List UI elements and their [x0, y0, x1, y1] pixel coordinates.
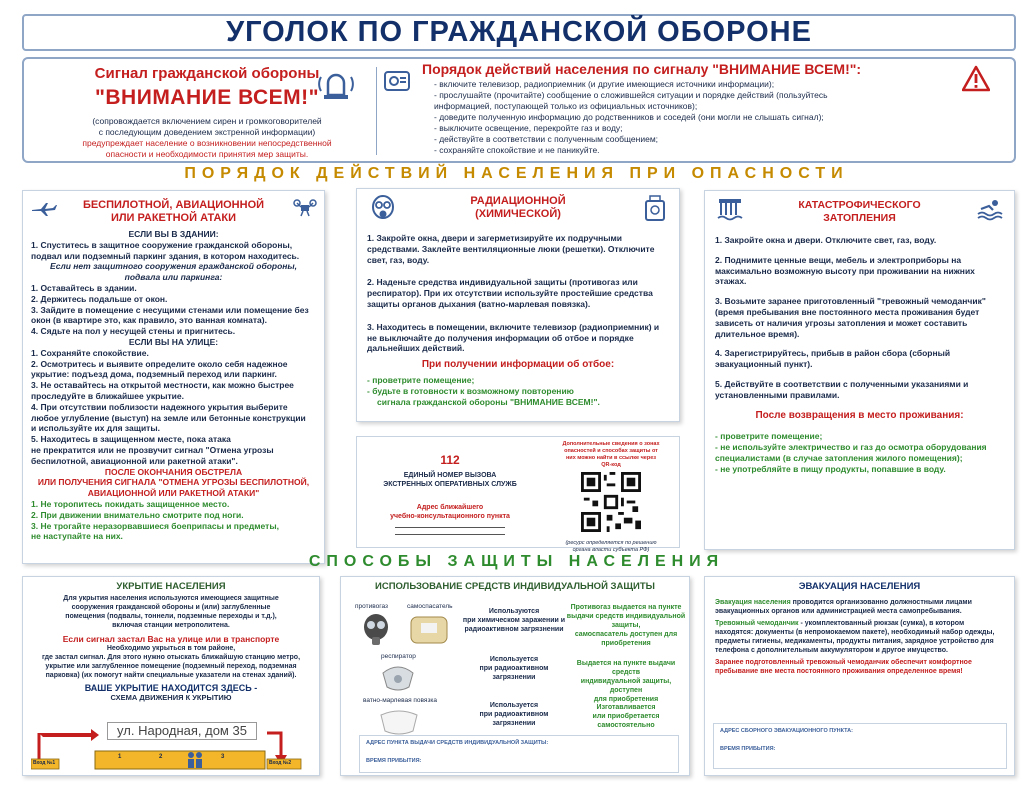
air-step: окон (в квартире это, как правило, это ванная комната).	[31, 315, 267, 326]
bandage-image	[377, 707, 421, 737]
flood-step: 5. Действуйте в соответствии с полученными указаниями и установленными правилами.	[715, 378, 969, 400]
shelter-street-title: Если сигнал застал Вас на улице или в транспорте	[62, 634, 280, 644]
air-step: и используйте их для защиты.	[31, 423, 160, 434]
ppe-get-2	[565, 659, 687, 704]
qr-caption-line: QR-код	[601, 462, 621, 468]
air-step: 1. Сохраняйте спокойствие.	[31, 347, 149, 358]
air-after: ПОСЛЕ ОКОНЧАНИЯ ОБСТРЕЛА	[104, 466, 243, 477]
dosimeter-icon	[643, 195, 667, 221]
qr-block	[547, 441, 675, 554]
ppe-get-line: или приобретается самостоятельно	[592, 713, 660, 729]
route-arrow-left	[39, 729, 99, 741]
flood-step: 1. Закройте окна и двери. Отключите свет, газ, воду.	[715, 235, 937, 245]
evac-time-label: ВРЕМЯ ПРИБЫТИЯ:	[720, 746, 776, 752]
ppe-get-line: выдачи средств индивидуальной	[566, 613, 686, 620]
swimmer-icon	[977, 197, 1003, 221]
evac-text: - укомплектованный рюкзак (сумка), в котором находятся: документы (в непромокаемом пакете), необходимый набор одежды, предметы гигиены, медикаменты, продукты питания, зарядное устройство для телефона с дополнительным аккумулятором и другое имущество.	[715, 620, 995, 654]
signal-warning	[32, 138, 382, 160]
rescuer-label: самоспасатель	[407, 603, 453, 610]
radiation-retreat-step: - будьте в готовности к возможному повторению	[367, 385, 574, 396]
flood-return-step: - не используйте электричество и газ до осмотра оборудования специалистами (в случае затопления жилого помещения);	[715, 442, 987, 463]
signal-note-line: (сопровождается включением сирен и громкоговорителей	[92, 116, 322, 126]
ppe-use-3	[459, 701, 569, 728]
qr-caption-line: Дополнительные сведения о зонах	[562, 441, 660, 447]
shelter-title: УКРЫТИЕ НАСЕЛЕНИЯ	[116, 581, 226, 592]
address-line	[395, 534, 505, 535]
shelter-card	[22, 576, 320, 776]
title-bar	[22, 14, 1016, 51]
ppe-use-line: при радиоактивном	[479, 711, 549, 718]
shelter-text: сооружения гражданской обороны и (или) заглубленные	[71, 604, 271, 611]
gas-mask-icon	[369, 195, 397, 221]
radio-info-icon	[384, 69, 410, 93]
air-after-step: 3. Не трогайте неразорвавшиеся боеприпасы и предметы,	[31, 520, 279, 531]
drone-icon	[293, 199, 317, 219]
ppe-get-line: Изготавливается	[596, 704, 656, 711]
air-step: 4. Сядьте на пол у несущей стены и пригнитесь.	[31, 326, 236, 337]
air-heading-building: ЕСЛИ ВЫ В ЗДАНИИ:	[128, 229, 219, 239]
radiation-step: 2. Наденьте средства индивидуальной защиты (противогаз или респиратор). При их отсутствии используйте простейшие средства защиты органов дыхания (ватно-марлевая повязка).	[367, 277, 653, 309]
air-after: АВИАЦИОННОЙ ИЛИ РАКЕТНОЙ АТАКИ"	[87, 488, 260, 499]
air-step: проследуйте в ближайшее укрытие.	[31, 390, 184, 401]
air-step: 1. Оставайтесь в здании.	[31, 282, 137, 293]
order-item: - выключите освещение, перекройте газ и воду;	[434, 123, 623, 133]
flood-title-line: КАТАСТРОФИЧЕСКОГО	[798, 199, 921, 211]
ppe-use-1	[459, 607, 569, 634]
air-heading-street: ЕСЛИ ВЫ НА УЛИЦЕ:	[128, 336, 219, 347]
ppe-get-line: защиты,	[611, 622, 641, 629]
protection-header: СПОСОБЫ ЗАЩИТЫ НАСЕЛЕНИЯ	[308, 553, 725, 570]
entry-1-label: Вход №1	[33, 760, 56, 766]
shelter-text: помещения (подвалы, тоннели, подземные переходы и т.д.),	[65, 613, 277, 620]
signal-note	[32, 116, 382, 138]
ppe-get-3	[565, 703, 687, 730]
shelter-street-text: укрытие или заглубленное помещение (подземный переход, подземная	[45, 663, 297, 670]
evacuation-card	[704, 576, 1015, 776]
air-step: беспилотной, авиационной или ракетной атаки".	[31, 455, 238, 466]
flood-return-step: - проветрите помещение;	[715, 431, 823, 442]
ppe-use-2	[459, 655, 569, 682]
scheme-title: СХЕМА ДВИЖЕНИЯ К УКРЫТИЮ	[110, 693, 232, 702]
emergency-number-box	[356, 436, 680, 553]
air-step: укрытие: подъезд дома, подземный переход или паркинг.	[31, 369, 277, 380]
air-step: 5. Находитесь в защищенном месте, пока атака	[31, 434, 231, 445]
ppe-time-label: ВРЕМЯ ПРИБЫТИЯ:	[366, 758, 422, 764]
order-title: Порядок действий населения по сигналу "ВНИМАНИЕ ВСЕМ!":	[422, 61, 862, 77]
bandage-label: ватно-марлевая повязка	[363, 697, 438, 704]
radiation-retreat-step: сигнала гражданской обороны "ВНИМАНИЕ ВСЕМ!".	[377, 396, 600, 407]
evac-note: Заранее подготовленный тревожный чемоданчик обеспечит комфортное пребывание вне места постоянного проживания определенное время!	[715, 659, 972, 675]
evac-address-box	[713, 723, 1007, 769]
siren-icon	[316, 67, 356, 103]
respirator-label: респиратор	[381, 653, 416, 660]
page-title: УГОЛОК ПО ГРАЖДАНСКОЙ ОБОРОНЕ	[226, 16, 812, 48]
air-step: 2. Осмотритесь и выявите определите около себя надежное	[31, 358, 288, 369]
consult-address-line: учебно-консультационного пункта	[390, 513, 510, 520]
warning-icon	[962, 65, 990, 93]
flood-title	[715, 199, 1004, 225]
evac-address-label: АДРЕС СБОРНОГО ЭВАКУАЦИОННОГО ПУНКТА:	[720, 728, 853, 734]
ppe-use-line: Используется	[489, 702, 539, 709]
gasmask-label: противогаз	[355, 603, 388, 610]
flood-step: 2. Поднимите ценные вещи, мебель и электроприборы на максимально возможную высоту при проживании на нижних этажах.	[715, 254, 975, 287]
shelter-street-text: где застал сигнал. Для этого нужно отыскать ближайшую станцию метро,	[41, 654, 301, 661]
order-item: - доведите полученную информацию до родственников и соседей (они могли не слышать сигнал);	[434, 112, 824, 122]
flood-return-title: После возвращения в место проживания:	[755, 409, 964, 421]
radiation-retreat-step: - проветрите помещение;	[367, 374, 475, 385]
ppe-get-line: Противогаз выдается на пункте	[570, 604, 682, 611]
ppe-get-line: Выдается на пункте выдачи средств	[576, 660, 676, 676]
signal-note-line: с последующим доведением экстренной информации)	[98, 127, 316, 137]
flood-step: 3. Возьмите заранее приготовленный "тревожный чемоданчик" (время пребывания вне постоянного места проживания будет зависеть от наличия угрозы затопления и может составить длительное время).	[715, 296, 986, 339]
air-title-line: БЕСПИЛОТНОЙ, АВИАЦИОННОЙ	[82, 199, 265, 211]
signal-banner	[22, 57, 1016, 163]
air-step: 3. Зайдите в помещение с несущими стенами или помещение без	[31, 304, 309, 315]
ppe-get-line: индивидуальной защиты, доступен	[580, 678, 672, 694]
ppe-address-box	[359, 735, 679, 773]
air-attack-card	[22, 190, 325, 564]
danger-header: ПОРЯДОК ДЕЙСТВИЙ НАСЕЛЕНИЯ ПРИ ОПАСНОСТИ	[184, 165, 849, 182]
radiation-title-line: РАДИАЦИОННОЙ	[470, 195, 566, 207]
ppe-title: ИСПОЛЬЗОВАНИЕ СРЕДСТВ ИНДИВИДУАЛЬНОЙ ЗАЩИТЫ	[375, 581, 655, 592]
signal-warning-line: предупреждает население о возникновении непосредственной	[82, 138, 332, 148]
emergency-info	[365, 453, 535, 535]
shelter-street-text: Необходимо укрыться в том районе,	[106, 645, 236, 652]
evac-body	[715, 598, 1004, 676]
ppe-get-line: самоспасатель доступен для	[574, 631, 678, 638]
qr-caption-line: опасностей и способах защиты от	[564, 448, 658, 454]
shelter-here-title: ВАШЕ УКРЫТИЕ НАХОДИТСЯ ЗДЕСЬ -	[84, 683, 258, 693]
radiation-step: 3. Находитесь в помещении, включите телевизор (радиоприемник) и не выключайте до получения информации об отбое и порядке дальнейших действий.	[367, 321, 660, 354]
flood-return-step: - не употребляйте в пищу продукты, попавшие в воду.	[715, 463, 946, 474]
qr-note-line: (ресурс определяется по решению	[565, 540, 657, 546]
emergency-label-line: ЕДИНЫЙ НОМЕР ВЫЗОВА	[403, 472, 497, 479]
rescuer-image	[407, 611, 451, 647]
door-2-label: 2	[159, 754, 163, 760]
ppe-use-line: при радиоактивном	[479, 665, 549, 672]
ppe-card	[340, 576, 690, 776]
order-box	[422, 61, 942, 156]
air-step: 2. Держитесь подальше от окон.	[31, 293, 168, 304]
order-item: - сохраняйте спокойствие и не паникуйте.	[434, 145, 600, 155]
plane-icon	[31, 201, 57, 217]
qr-note	[547, 540, 675, 554]
air-body	[31, 229, 316, 542]
respirator-image	[379, 663, 417, 691]
ppe-use-line: при химическом заражении и	[462, 617, 566, 624]
ppe-use-line: загрязнении	[492, 674, 536, 681]
radiation-card	[356, 188, 680, 422]
evac-title: ЭВАКУАЦИЯ НАСЕЛЕНИЯ	[798, 581, 921, 592]
order-list	[422, 79, 942, 156]
consult-address	[365, 503, 535, 521]
ppe-use-line: Используются	[488, 608, 540, 615]
air-step: подвал или подземный паркинг здания, в котором находитесь.	[31, 250, 300, 261]
air-title	[31, 199, 316, 225]
air-no-shelter: Если нет защитного сооружения гражданской обороны,	[49, 261, 298, 272]
emergency-number: 112	[440, 453, 460, 467]
order-item: информацией, поступающей только из официальных источников);	[434, 101, 698, 111]
entry-2-label: Вход №2	[269, 760, 292, 766]
air-step: любое углубление (выступ) на земле или бетонные конструкции	[31, 412, 306, 423]
consult-address-line: Адрес ближайшего	[416, 504, 484, 511]
air-step: не прекратится или не прозвучит сигнал "Отмена угрозы	[31, 444, 274, 455]
air-step: 1. Спуститесь в защитное сооружение гражданской обороны,	[31, 239, 293, 250]
air-after-step: 1. Не торопитесь покидать защищенное место.	[31, 498, 230, 509]
ppe-get-line: приобретения	[601, 640, 651, 647]
shelter-text: включая станции метрополитена.	[112, 622, 230, 629]
dam-icon	[717, 197, 743, 221]
flood-body	[715, 235, 1004, 475]
evac-text: проводится организованно должностными лицами эвакуационных органов или администрацией места самопребывания.	[715, 599, 972, 615]
flood-card	[704, 190, 1015, 550]
qr-code[interactable]	[581, 472, 641, 532]
air-after-step: 2. При движении внимательно смотрите под ноги.	[31, 509, 244, 520]
air-step: 3. Не оставайтесь на открытой местности, как можно быстрее	[31, 380, 294, 391]
radiation-title	[367, 195, 669, 221]
signal-warning-line: опасности и необходимости принятия мер защиты.	[105, 149, 309, 159]
air-after-step: не наступайте на них.	[31, 531, 123, 542]
evac-lead: Эвакуация населения	[715, 599, 791, 606]
ppe-use-line: Используется	[489, 656, 539, 663]
qr-caption-line: них можно найти в ссылке через	[565, 455, 656, 461]
signal-title: Сигнал гражданской обороны	[94, 65, 320, 82]
flood-title-line: ЗАТОПЛЕНИЯ	[823, 212, 896, 224]
order-item: - действуйте в соответствии с полученным сообщением;	[434, 134, 659, 144]
banner-divider	[376, 67, 377, 155]
radiation-step: 1. Закройте окна, двери и загерметизируйте их подручными средствами. Заклейте вентиляционные люки (решетки). Отключите свет, газ, воду.	[367, 233, 655, 265]
air-no-shelter: подвала или паркинга:	[124, 272, 223, 283]
shelter-street-text: парковка) (их помогут найти специальные указатели на стенах зданий).	[45, 672, 297, 679]
radiation-retreat-title: При получении информации об отбое:	[421, 359, 615, 371]
evac-lead: Тревожный чемоданчик	[715, 620, 799, 627]
ppe-get-1	[565, 603, 687, 648]
address-line	[395, 527, 505, 528]
ppe-use-line: радиоактивном загрязнении	[464, 626, 564, 633]
qr-caption	[547, 441, 675, 469]
door-1-label: 1	[118, 754, 122, 760]
gasmask-image	[359, 613, 393, 647]
emergency-label	[365, 471, 535, 489]
shelter-address: ул. Народная, дом 35	[107, 722, 257, 740]
shelter-text: Для укрытия населения используются имеющиеся защитные	[63, 595, 279, 602]
radiation-body	[367, 233, 669, 407]
door-3-label: 3	[221, 754, 225, 760]
radiation-title-line: (ХИМИЧЕСКОЙ)	[475, 208, 561, 220]
order-item: - включите телевизор, радиоприемник (и другие имеющиеся источники информации);	[434, 79, 775, 89]
ppe-address-label: АДРЕС ПУНКТА ВЫДАЧИ СРЕДСТВ ИНДИВИДУАЛЬНОЙ ЗАЩИТЫ:	[366, 740, 549, 746]
emergency-label-line: ЭКСТРЕННЫХ ОПЕРАТИВНЫХ СЛУЖБ	[383, 481, 517, 488]
air-after: ИЛИ ПОЛУЧЕНИЯ СИГНАЛА "ОТМЕНА УГРОЗЫ БЕСПИЛОТНОЙ,	[37, 477, 310, 488]
shelter-body	[31, 594, 311, 702]
air-title-line: ИЛИ РАКЕТНОЙ АТАКИ	[110, 212, 237, 224]
signal-main: "ВНИМАНИЕ ВСЕМ!"	[94, 86, 320, 109]
air-step: 4. При отсутствии поблизости надежного укрытия выберите	[31, 401, 288, 412]
ppe-get-line: для приобретения	[593, 696, 659, 703]
order-item: - прослушайте (прочитайте) сообщение о сложившейся ситуации и порядке действий (пользуйтесь	[434, 90, 828, 100]
qr-note-line: органа власти субъекта РФ)	[572, 547, 650, 553]
ppe-use-line: загрязнении	[492, 720, 536, 727]
flood-step: 4. Зарегистрируйтесь, прибыв в район сбора (сборный эвакуационный пункт).	[715, 348, 951, 370]
